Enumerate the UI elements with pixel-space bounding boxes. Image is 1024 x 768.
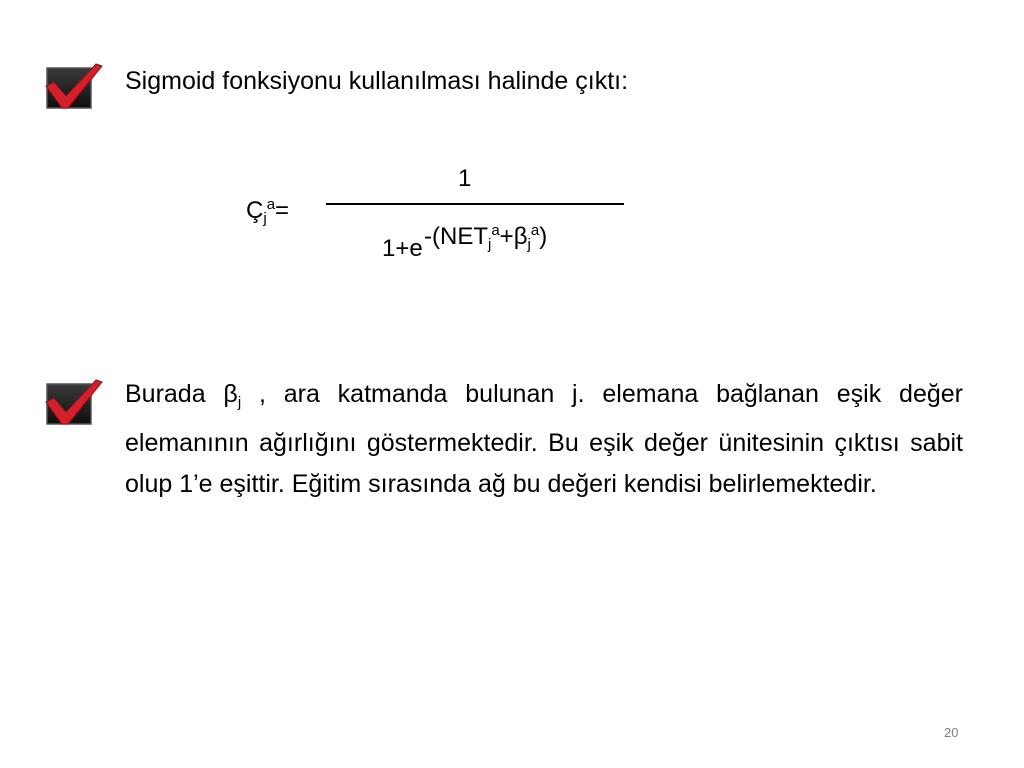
bullet-text-sigmoid: Sigmoid fonksiyonu kullanılması halinde çıktı: [125,67,629,95]
formula-lhs: $Ç_j^a=$ [246,196,290,227]
sigmoid-formula [0,0,1024,300]
bullet-text-explanation: Burada $\beta_j$ , ara katmanda bulunan j. elemana bağlanan eşik değer elemanının ağırlığını göstermektedir. Bu eşik değer ünitesinin çıktısı sabit olup 1’e eşittir. Eğitim sırasında ağ bu değeri kendisi belirlemektedir. [125,380,963,498]
formula-denominator-base: 1+e [382,235,423,262]
checkbox-check-icon [44,378,104,432]
page-number: 20 [944,725,959,740]
formula-exponent: $-(NET_j^a+\beta_j^a)$ [424,222,548,253]
formula-numerator: 1 [458,165,472,192]
fraction-bar [326,203,624,205]
